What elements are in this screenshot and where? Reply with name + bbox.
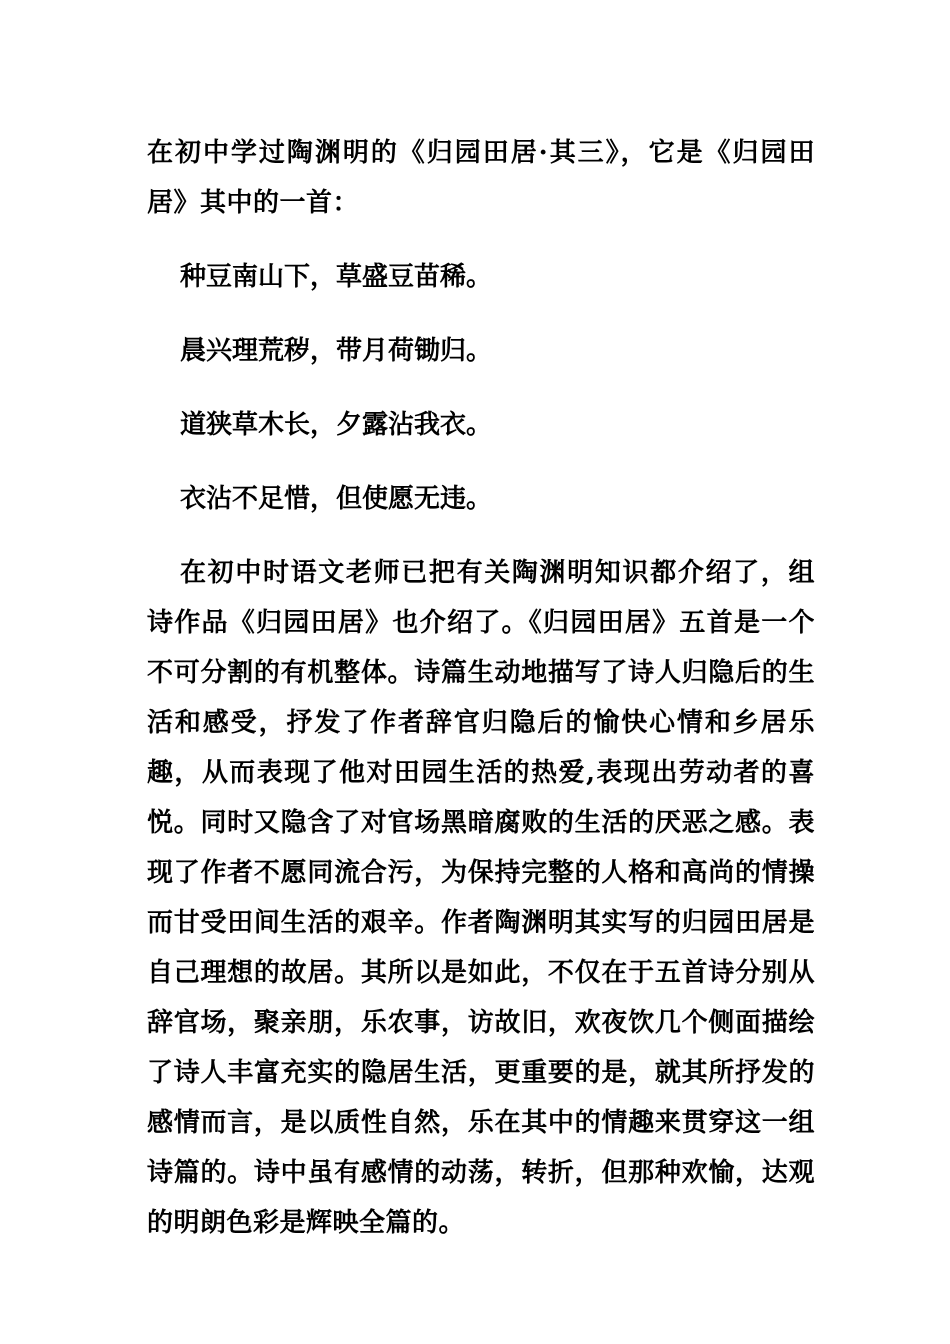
intro-paragraph: 在初中学过陶渊明的《归园田居·其三》，它是《归园田居》其中的一首： [147,138,815,218]
poem-line-3: 道狭草木长，夕露沾我衣。 [180,410,493,440]
poem-line-1: 种豆南山下，草盛豆苗稀。 [180,262,493,292]
commentary-paragraph: 在初中时语文老师已把有关陶渊明知识都介绍了，组诗作品《归园田居》也介绍了。《归园田居》五首是一个不可分割的有机整体。诗篇生动地描写了诗人归隐后的生活和感受，抒发了作者辞官归隐后的愉快心情和乡居乐趣，从而表现了他对田园生活的热爱,表现出劳动者的喜悦。同时又隐含了对官场黑暗腐败的生活的厌恶之感。表现了作者不愿同流合污，为保持完整的人格和高尚的情操而甘受田间生活的艰辛。作者陶渊明其实写的归园田居是自己理想的故居。其所以是如此，不仅在于五首诗分别从辞官场，聚亲朋，乐农事，访故旧，欢夜饮几个侧面描绘了诗人丰富充实的隐居生活，更重要的是，就其所抒发的感情而言，是以质性自然，乐在其中的情趣来贯穿这一组诗篇的。诗中虽有感情的动荡，转折，但那种欢愉，达观的明朗色彩是辉映全篇的。 [147,558,815,1238]
poem-line-2: 晨兴理荒秽，带月荷锄归。 [180,336,493,366]
document-body [147,128,815,1248]
poem-block [147,252,815,524]
poem-line-4: 衣沾不足惜，但使愿无违。 [180,484,493,514]
